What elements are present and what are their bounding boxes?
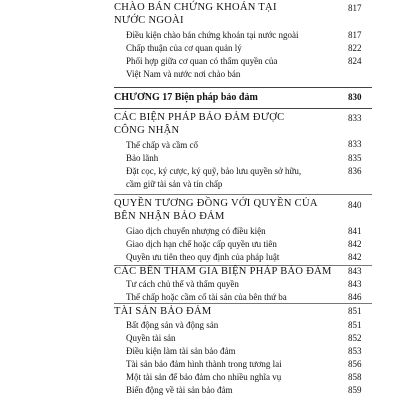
toc-entry: Điều kiện chào bán chứng khoán tại nước ngoài xyxy=(126,30,299,40)
toc-heading-cont: NƯỚC NGOÀI xyxy=(114,15,184,26)
toc-page-number: 859 xyxy=(348,385,362,395)
toc-page-number: 841 xyxy=(348,226,362,236)
toc-entry-cont: cầm giữ tài sản và tín chấp xyxy=(126,179,223,189)
toc-heading-cont: BÊN NHẬN BẢO ĐẢM xyxy=(114,211,225,222)
toc-page-number: 853 xyxy=(348,346,362,356)
toc-page-number: 858 xyxy=(348,372,362,382)
section-divider xyxy=(114,194,372,195)
chapter-divider xyxy=(114,108,372,109)
toc-entry: Điều kiện làm tài sản bảo đảm xyxy=(126,346,236,356)
toc-page-number: 817 xyxy=(348,30,362,40)
toc-entry: Một tài sản để bảo đảm cho nhiều nghĩa vụ xyxy=(126,372,282,382)
toc-entry: Chấp thuận của cơ quan quản lý xyxy=(126,43,242,53)
toc-page-number: 824 xyxy=(348,56,362,66)
toc-page-number: 836 xyxy=(348,166,362,176)
toc-entry: Biến động về tài sản bảo đảm xyxy=(126,385,233,395)
toc-heading: TÀI SẢN BẢO ĐẢM xyxy=(114,306,212,317)
toc-page-number: 843 xyxy=(348,266,362,276)
toc-page-number: 852 xyxy=(348,333,362,343)
toc-entry: Bất động sản và động sản xyxy=(126,320,219,330)
toc-entry: Giao dịch hạn chế hoặc cấp quyền ưu tiên xyxy=(126,239,277,249)
toc-page-number: 856 xyxy=(348,359,362,369)
toc-heading: CÁC BIỆN PHÁP BẢO ĐẢM ĐƯỢC xyxy=(114,112,285,123)
toc-entry: Tư cách chủ thể và thẩm quyền xyxy=(126,279,239,289)
toc-page-number: 846 xyxy=(348,292,362,302)
toc-page-number: 833 xyxy=(348,139,362,149)
toc-heading-cont: CÔNG NHẬN xyxy=(114,125,180,136)
toc-page-number: 840 xyxy=(348,200,362,210)
toc-entry: Thế chấp hoặc cầm cố tài sản của bên thứ ba xyxy=(126,292,287,302)
toc-page-number: 822 xyxy=(348,43,362,53)
toc-entry: Tài sản bảo đảm hình thành trong tương lai xyxy=(126,359,282,369)
chapter-divider xyxy=(114,87,372,88)
chapter-title: CHƯƠNG 17 Biện pháp bảo đảm xyxy=(114,92,258,103)
toc-page-number: 851 xyxy=(348,320,362,330)
toc-page-number: 833 xyxy=(348,113,362,123)
chapter-page-number: 830 xyxy=(348,92,362,102)
toc-entry: Thế chấp và cầm cố xyxy=(126,140,198,150)
toc-entry: Đặt cọc, ký cược, ký quỹ, bảo lưu quyền sở hữu, xyxy=(126,166,302,176)
toc-page-number: 851 xyxy=(348,306,362,316)
toc-page-number: 817 xyxy=(348,3,362,13)
toc-entry: Giao dịch chuyển nhượng có điều kiện xyxy=(126,226,266,236)
toc-page-number: 843 xyxy=(348,279,362,289)
toc-entry: Phối hợp giữa cơ quan có thẩm quyền của xyxy=(126,56,278,66)
toc-heading: CÁC BÊN THAM GIA BIỆN PHÁP BẢO ĐẢM xyxy=(114,266,332,277)
toc-page-number: 835 xyxy=(348,153,362,163)
section-divider xyxy=(114,303,372,304)
toc-entry: Việt Nam và nước nơi chào bán xyxy=(126,69,241,79)
toc-entry: Quyền tài sản xyxy=(126,333,176,343)
toc-page-number: 842 xyxy=(348,239,362,249)
toc-page-number: 842 xyxy=(348,252,362,262)
toc-entry: Bảo lãnh xyxy=(126,153,159,163)
toc-heading: CHÀO BÁN CHỨNG KHOÁN TẠI xyxy=(114,2,277,13)
toc-heading: QUYỀN TƯƠNG ĐỒNG VỚI QUYỀN CỦA xyxy=(114,198,318,209)
toc-entry: Quyền ưu tiên theo quy định của pháp luật xyxy=(126,252,280,262)
